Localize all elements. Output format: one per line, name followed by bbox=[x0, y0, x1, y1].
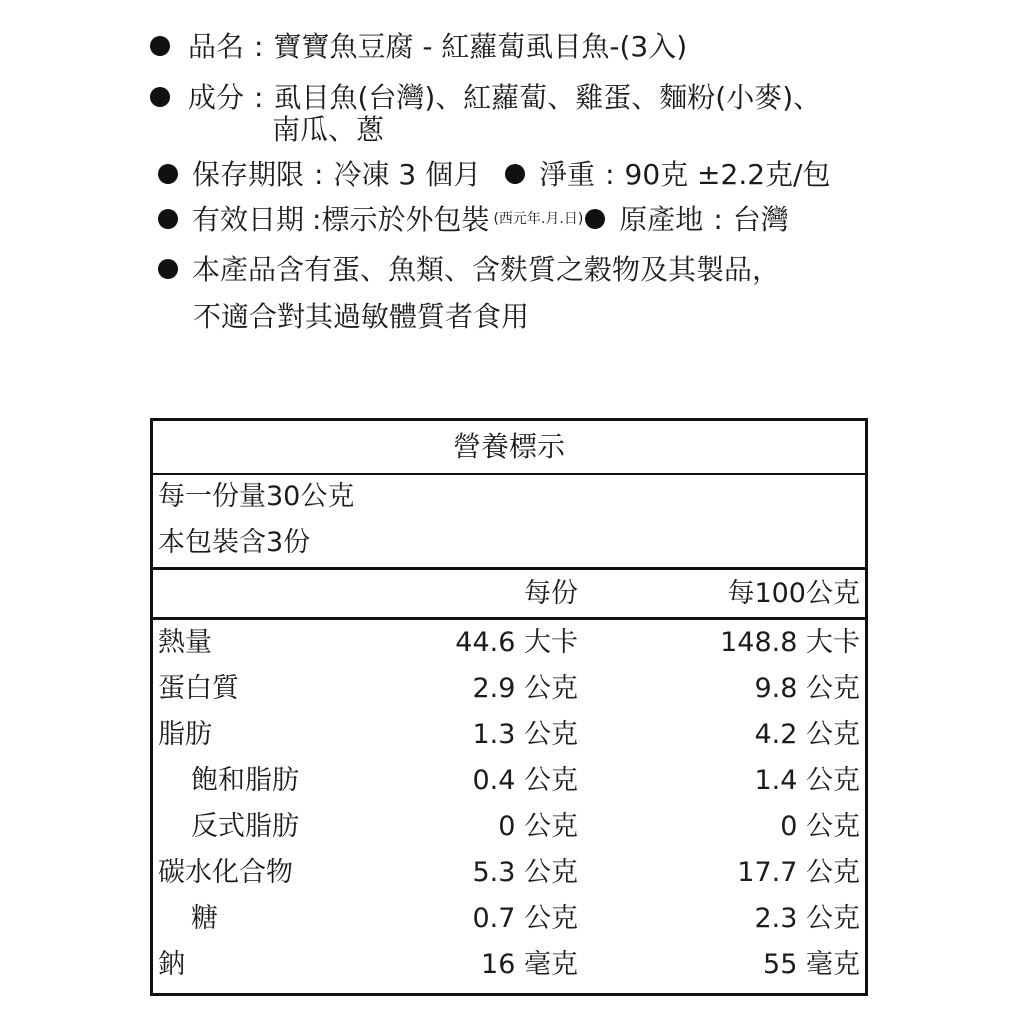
allergen-continuation-line bbox=[193, 299, 529, 335]
table-row bbox=[153, 850, 865, 896]
nutrient-name: 脂肪 bbox=[158, 719, 212, 750]
table-row bbox=[153, 942, 865, 988]
nutrient-per-100g: 148.8 大卡 bbox=[720, 627, 860, 658]
nutrient-per-serving: 0 公克 bbox=[498, 811, 578, 842]
bullet-icon bbox=[150, 87, 170, 107]
product-name-value: 寶寶魚豆腐 - 紅蘿蔔虱目魚-(3入) bbox=[273, 30, 688, 63]
separator: : bbox=[605, 158, 615, 191]
nutrition-table bbox=[150, 418, 868, 996]
serving-info bbox=[153, 475, 865, 570]
table-row bbox=[153, 804, 865, 850]
allergen-text-line1: 本產品含有蛋、魚類、含麩質之穀物及其製品， bbox=[192, 253, 781, 286]
origin-label: 原產地 bbox=[619, 203, 704, 236]
nutrient-name: 蛋白質 bbox=[158, 673, 239, 704]
table-row bbox=[153, 712, 865, 758]
nutrient-per-100g: 55 毫克 bbox=[763, 949, 860, 980]
nutrient-per-100g: 4.2 公克 bbox=[754, 719, 860, 750]
table-row bbox=[153, 758, 865, 804]
nutrient-name: 飽和脂肪 bbox=[191, 765, 299, 796]
bullet-icon bbox=[158, 259, 178, 279]
nutrition-rows bbox=[153, 620, 865, 988]
allergen-text-line2: 不適合對其過敏體質者食用 bbox=[193, 300, 530, 333]
nutrient-name: 糖 bbox=[191, 903, 218, 934]
shelf-life-label: 保存期限 bbox=[192, 158, 305, 191]
bullet-icon bbox=[150, 36, 170, 56]
nutrient-name: 熱量 bbox=[158, 627, 212, 658]
expiry-label: 有效日期 bbox=[192, 203, 305, 236]
expiry-origin-line bbox=[158, 202, 789, 238]
separator: : bbox=[312, 203, 322, 236]
net-weight-label: 淨重 bbox=[539, 158, 596, 191]
nutrient-per-100g: 9.8 公克 bbox=[754, 673, 860, 704]
ingredients-line bbox=[150, 80, 821, 116]
nutrient-per-serving: 0.4 公克 bbox=[472, 765, 578, 796]
column-header-per-100g: 每100公克 bbox=[727, 578, 860, 609]
expiry-value: 標示於外包裝 bbox=[321, 203, 490, 236]
table-row bbox=[153, 896, 865, 942]
allergen-line bbox=[158, 252, 780, 288]
nutrition-header-row bbox=[153, 570, 865, 620]
ingredients-continuation-line bbox=[272, 112, 384, 148]
nutrient-name: 碳水化合物 bbox=[158, 857, 293, 888]
shelf-life-weight-line bbox=[158, 157, 831, 193]
shelf-life-value: 冷凍 3 個月 bbox=[333, 158, 482, 191]
nutrient-per-100g: 2.3 公克 bbox=[754, 903, 860, 934]
column-header-per-serving: 每份 bbox=[524, 578, 578, 609]
nutrient-name: 反式脂肪 bbox=[191, 811, 299, 842]
nutrient-name: 鈉 bbox=[158, 949, 185, 980]
ingredients-value-line2: 南瓜、蔥 bbox=[272, 113, 385, 146]
bullet-icon bbox=[158, 209, 178, 229]
separator: : bbox=[254, 81, 264, 114]
table-row bbox=[153, 666, 865, 712]
separator: : bbox=[713, 203, 723, 236]
ingredients-value-line1: 虱目魚(台灣)、紅蘿蔔、雞蛋、麵粉(小麥)、 bbox=[273, 81, 822, 114]
nutrient-per-100g: 1.4 公克 bbox=[754, 765, 860, 796]
nutrient-per-serving: 5.3 公克 bbox=[472, 857, 578, 888]
bullet-icon bbox=[585, 209, 605, 229]
separator: : bbox=[314, 158, 324, 191]
origin-value: 台灣 bbox=[732, 203, 789, 236]
nutrient-per-100g: 0 公克 bbox=[780, 811, 860, 842]
expiry-format-note: (西元年.月.日) bbox=[493, 211, 584, 227]
nutrient-per-serving: 1.3 公克 bbox=[472, 719, 578, 750]
nutrient-per-serving: 44.6 大卡 bbox=[455, 627, 578, 658]
nutrition-title: 營養標示 bbox=[153, 421, 865, 475]
separator: : bbox=[254, 30, 264, 63]
product-name-label: 品名 bbox=[188, 30, 245, 63]
table-row bbox=[153, 620, 865, 666]
bullet-icon bbox=[505, 164, 525, 184]
nutrient-per-serving: 2.9 公克 bbox=[472, 673, 578, 704]
nutrient-per-100g: 17.7 公克 bbox=[737, 857, 860, 888]
servings-per-package: 本包裝含3份 bbox=[158, 527, 311, 558]
nutrient-per-serving: 16 毫克 bbox=[481, 949, 578, 980]
ingredients-label: 成分 bbox=[188, 81, 245, 114]
net-weight-value: 90克 ±2.2克/包 bbox=[624, 158, 831, 191]
bullet-icon bbox=[158, 164, 178, 184]
nutrient-per-serving: 0.7 公克 bbox=[472, 903, 578, 934]
product-name-line bbox=[150, 29, 687, 65]
serving-size: 每一份量30公克 bbox=[158, 481, 355, 512]
